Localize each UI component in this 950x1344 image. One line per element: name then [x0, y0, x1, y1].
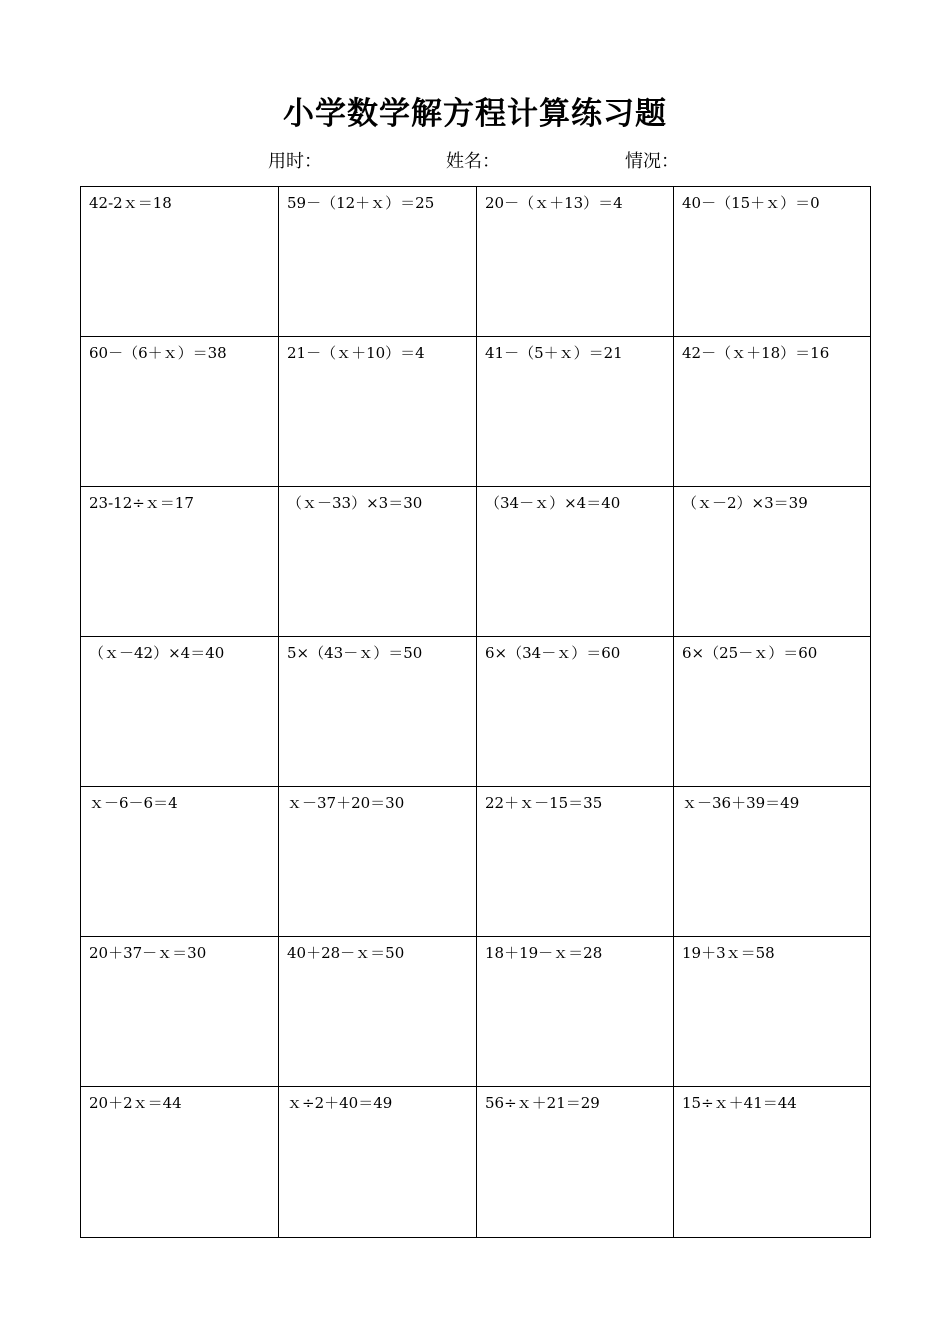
problem-cell: 6×（34－ｘ）＝60: [477, 637, 674, 787]
problem-cell: ｘ÷2＋40＝49: [279, 1087, 477, 1237]
problem-cell: 40＋28－ｘ＝50: [279, 937, 477, 1087]
page-title: 小学数学解方程计算练习题: [283, 96, 667, 132]
problem-cell: 6×（25－ｘ）＝60: [674, 637, 870, 787]
status-label: 情况：: [625, 151, 679, 172]
time-label: 用时：: [268, 151, 322, 172]
problem-cell: 22＋ｘ－15＝35: [477, 787, 674, 937]
problem-cell: 21－（ｘ＋10）＝4: [279, 337, 477, 487]
name-label: 姓名：: [446, 151, 500, 172]
problem-cell: ｘ－36＋39＝49: [674, 787, 870, 937]
problem-cell: ｘ－37＋20＝30: [279, 787, 477, 937]
problem-cell: 18＋19－ｘ＝28: [477, 937, 674, 1087]
problem-cell: 41－（5＋ｘ）＝21: [477, 337, 674, 487]
problem-cell: （ｘ－2）×3＝39: [674, 487, 870, 637]
problem-cell: 20－（ｘ＋13）＝4: [477, 187, 674, 337]
problem-cell: 20＋37－ｘ＝30: [81, 937, 279, 1087]
problem-grid: [80, 186, 871, 1238]
problem-cell: 56÷ｘ＋21＝29: [477, 1087, 674, 1237]
problem-cell: （ｘ－42）×4＝40: [81, 637, 279, 787]
problem-cell: 59－（12＋ｘ）＝25: [279, 187, 477, 337]
problem-cell: （ｘ－33）×3＝30: [279, 487, 477, 637]
problem-cell: 15÷ｘ＋41＝44: [682, 1094, 797, 1112]
problem-cell: 40－（15＋ｘ）＝0: [674, 187, 870, 337]
problem-cell: （34－ｘ）×4＝40: [477, 487, 674, 637]
problem-cell: 19＋3ｘ＝58: [674, 937, 870, 1087]
problem-cell: 5×（43－ｘ）＝50: [279, 637, 477, 787]
problem-cell: 23-12÷ｘ＝17: [81, 487, 279, 637]
problem-cell: 60－（6＋ｘ）＝38: [81, 337, 279, 487]
problem-cell: ｘ－6－6＝4: [81, 787, 279, 937]
problem-cell: 20＋2ｘ＝44: [81, 1087, 279, 1237]
problem-cell: 42-2ｘ＝18: [81, 187, 279, 337]
problem-cell: 42－（ｘ＋18）＝16: [674, 337, 870, 487]
